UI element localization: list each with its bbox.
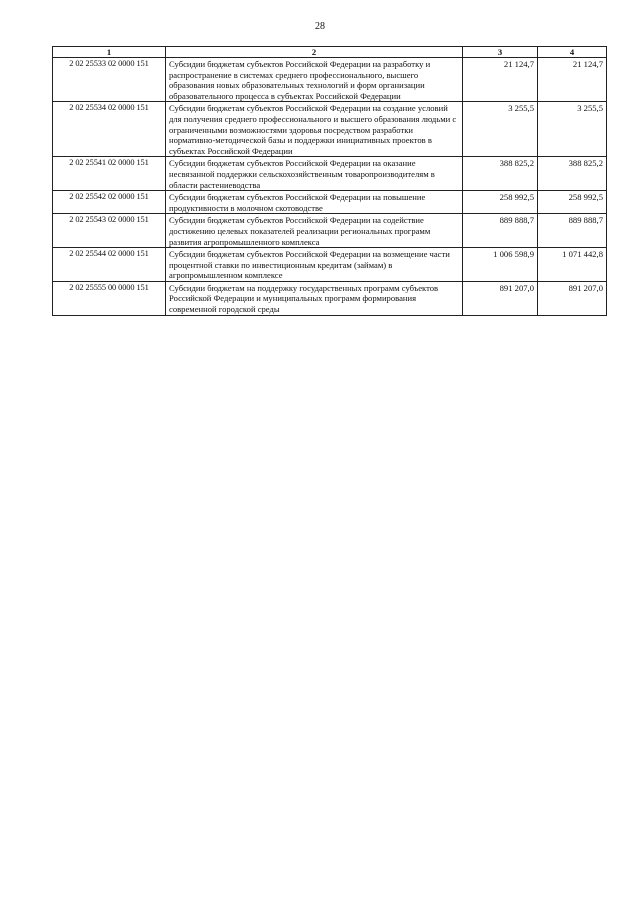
budget-code-cell: 2 02 25533 02 0000 151 <box>53 58 166 102</box>
amount-cell-col3: 889 888,7 <box>463 214 538 248</box>
table-row <box>53 248 607 282</box>
table-header <box>53 47 607 58</box>
budget-code-cell: 2 02 25543 02 0000 151 <box>53 214 166 248</box>
budget-code-cell: 2 02 25542 02 0000 151 <box>53 191 166 214</box>
description-cell: Субсидии бюджетам субъектов Российской Федерации на содействие достижению целевых показателей реализации региональных программ развития агропромышленного комплекса <box>166 214 463 248</box>
header-row <box>53 47 607 58</box>
column-header-3: 3 <box>463 47 538 58</box>
description-cell: Субсидии бюджетам субъектов Российской Федерации на разработку и распространение в системах среднего профессионального, высшего образования новых образовательных технологий и форм организации образовательного процесса в субъектах Российской Федерации <box>166 58 463 102</box>
description-cell: Субсидии бюджетам субъектов Российской Федерации на повышение продуктивности в молочном скотоводстве <box>166 191 463 214</box>
description-cell: Субсидии бюджетам субъектов Российской Федерации на оказание несвязанной поддержки сельскохозяйственным товаропроизводителям в области растениеводства <box>166 157 463 191</box>
budget-code-cell: 2 02 25541 02 0000 151 <box>53 157 166 191</box>
amount-cell-col3: 388 825,2 <box>463 157 538 191</box>
table-row <box>53 102 607 157</box>
amount-cell-col4: 258 992,5 <box>538 191 607 214</box>
amount-cell-col4: 388 825,2 <box>538 157 607 191</box>
amount-cell-col3: 1 006 598,9 <box>463 248 538 282</box>
budget-code-cell: 2 02 25544 02 0000 151 <box>53 248 166 282</box>
amount-cell-col4: 21 124,7 <box>538 58 607 102</box>
column-header-4: 4 <box>538 47 607 58</box>
column-header-2: 2 <box>166 47 463 58</box>
amount-cell-col3: 21 124,7 <box>463 58 538 102</box>
table-row <box>53 281 607 315</box>
budget-code-cell: 2 02 25555 00 0000 151 <box>53 281 166 315</box>
table-row <box>53 214 607 248</box>
budget-table <box>52 46 607 316</box>
amount-cell-col4: 3 255,5 <box>538 102 607 157</box>
column-header-1: 1 <box>53 47 166 58</box>
amount-cell-col3: 258 992,5 <box>463 191 538 214</box>
page-number: 28 <box>315 21 325 32</box>
table-body <box>53 58 607 316</box>
amount-cell-col3: 891 207,0 <box>463 281 538 315</box>
table-row <box>53 191 607 214</box>
budget-code-cell: 2 02 25534 02 0000 151 <box>53 102 166 157</box>
amount-cell-col3: 3 255,5 <box>463 102 538 157</box>
description-cell: Субсидии бюджетам субъектов Российской Федерации на создание условий для получения среднего профессионального и высшего образования людьми с ограниченными возможностями здоровья посредством разработки нормативно-методической базы и поддержки инициативных проектов в субъектах Российской Федерации <box>166 102 463 157</box>
table-row <box>53 157 607 191</box>
amount-cell-col4: 889 888,7 <box>538 214 607 248</box>
description-cell: Субсидии бюджетам субъектов Российской Федерации на возмещение части процентной ставки по инвестиционным кредитам (займам) в агропромышленном комплексе <box>166 248 463 282</box>
amount-cell-col4: 891 207,0 <box>538 281 607 315</box>
amount-cell-col4: 1 071 442,8 <box>538 248 607 282</box>
table-row <box>53 58 607 102</box>
description-cell: Субсидии бюджетам на поддержку государственных программ субъектов Российской Федерации и муниципальных программ формирования современной городской среды <box>166 281 463 315</box>
